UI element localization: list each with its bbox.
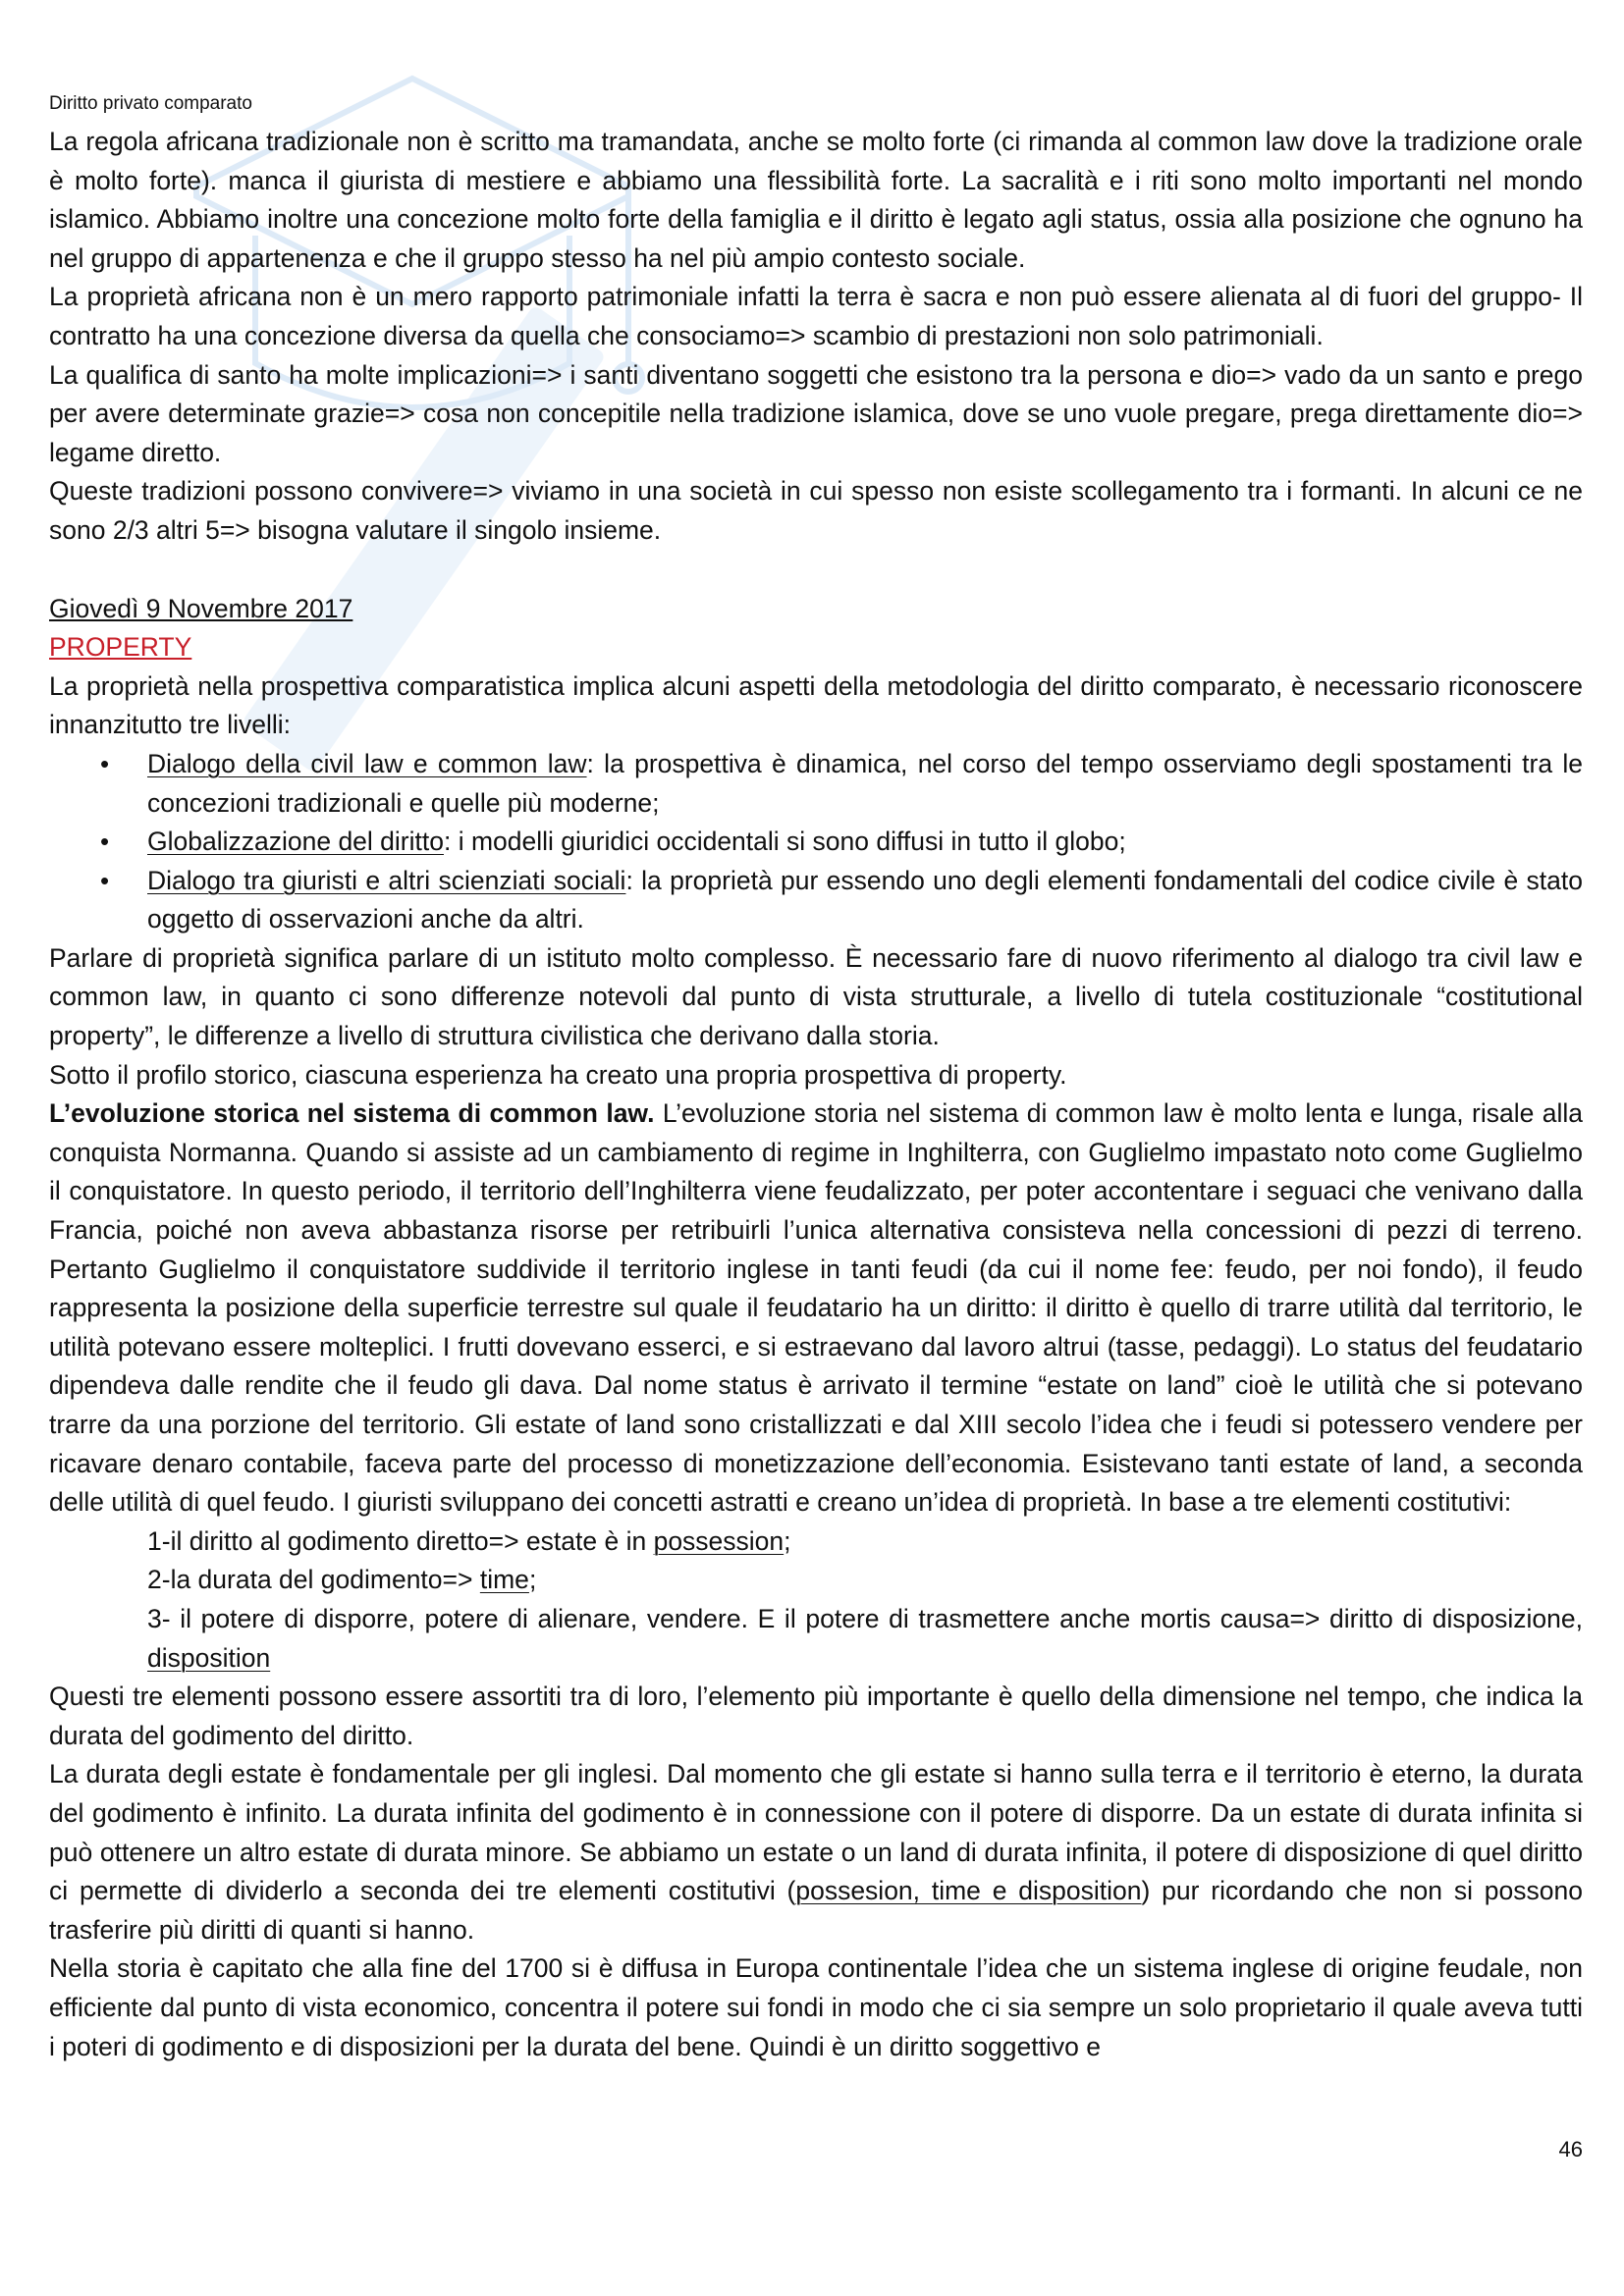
bullet-term: Dialogo tra giuristi e altri scienziati sociali (147, 865, 626, 895)
bullet-text: : i modelli giuridici occidentali si sono diffusi in tutto il globo; (443, 827, 1126, 857)
element-text: 2-la durata del godimento=> (147, 1565, 480, 1595)
list-item (147, 1600, 1583, 1678)
paragraph-text: ) pur ricordando che non si possono trasferire più diritti di quanti si hanno. (49, 1876, 1583, 1945)
element-text: 3- il potere di disporre, potere di alienare, vendere. E il potere di trasmettere anche mortis causa=> diritto di disposizione, (147, 1603, 1583, 1633)
list-item (147, 745, 1583, 823)
document-header: Diritto privato comparato (49, 93, 252, 114)
paragraph-text: La durata degli estate è fondamentale per gli inglesi. Dal momento che gli estate si hanno sulla terra e il territorio è eterno, la durata del godimento è infinito. La durata infinita del godimento è in connessione con il potere di disporre. Da un estate di durata infinita si può ottenere un altro estate di durata minore. Se abbiamo un estate o un land di durata infinita, il potere di disposizione di quel diritto ci permette di dividerlo a seconda dei tre elementi costitutivi ( (49, 1759, 1583, 1906)
element-end: ; (784, 1525, 791, 1556)
elements-list (49, 1522, 1583, 1678)
paragraph: La proprietà africana non è un mero rapporto patrimoniale infatti la terra è sacra e non può essere alienata al di fuori del gruppo- Il contratto ha una concezione diversa da quella che consociamo=> scambio di prestazioni non solo patrimoniali. (49, 282, 1583, 350)
list-item (147, 862, 1583, 939)
paragraph: La regola africana tradizionale non è scritto ma tramandata, anche se molto forte (ci rimanda al common law dove la tradizione orale è molto forte). manca il giurista di mestiere e abbiamo una flessibilità forte. La sacralità e i riti sono molto importanti nel mondo islamico. Abbiamo inoltre una concezione molto forte della famiglia e il diritto è legato agli status, ossia alla posizione che ognuno ha nel gruppo di appartenenza e che il gruppo stesso ha nel più ampio contesto sociale. (49, 127, 1583, 273)
document-page (49, 93, 1583, 2066)
list-item (147, 1522, 1583, 1562)
evolution-heading: L’evoluzione storica nel sistema di common law. (49, 1098, 655, 1129)
evolution-text: L’evoluzione storia nel sistema di common law è molto lenta e lunga, risale alla conquista Normanna. Quando si assiste ad un cambiamento di regime in Inghilterra, con Guglielmo impastato noto come Guglielmo il conquistatore. In questo periodo, il territorio dell’Inghilterra viene feudalizzato, per poter accontentare i seguaci che venivano dalla Francia, poiché non aveva abbastanza risorse per retribuirli l’unica alternativa consisteva nella concessioni di pezzi di terreno. Pertanto Guglielmo il conquistatore suddivide il territorio inglese in tanti feudi (da cui il nome fee: feudo, per noi fondo), il feudo rappresenta la posizione della superficie terrestre sul quale il feudatario ha un diritto: il diritto è quello di trarre utilità dal territorio, le utilità potevano essere molteplici. I frutti dovevano esserci, e si estraevano dal lavoro altrui (tasse, pedaggi). Lo status del feudatario dipendeva dalle rendite che il feudo gli dava. Dal nome status è arrivato il termine “estate on land” cioè le utilità che si potevano trarre da una porzione del territorio. Gli estate of land sono cristallizzati e dal XIII secolo l’idea che i feudi si potessero vendere per ricavare denaro contabile, faceva parte del processo di monetizzazione dell’economia. Esistevano tanti estate of land, a seconda delle utilità di quel feudo. I giuristi sviluppano dei concetti astratti e creano un’idea di proprietà. In base a tre elementi costitutivi: (49, 1098, 1583, 1518)
list-item (147, 1561, 1583, 1600)
page-number: 46 (1558, 2137, 1583, 2162)
bullet-term: Dialogo della civil law e common law (147, 748, 587, 778)
list-item (147, 823, 1583, 862)
paragraph: Questi tre elementi possono essere assortiti tra di loro, l’elemento più importante è quello della dimensione nel tempo, che indica la durata del godimento del diritto. (49, 1682, 1583, 1750)
section-title: PROPERTY (49, 632, 192, 663)
element-term: disposition (147, 1642, 271, 1673)
element-end: ; (528, 1565, 537, 1595)
element-text: 1-il diritto al godimento diretto=> estate è in (147, 1525, 654, 1556)
paragraph: Queste tradizioni possono convivere=> viviamo in una società in cui spesso non esiste scollegamento tra i formanti. In alcuni ce ne sono 2/3 altri 5=> bisogna valutare il singolo insieme. (49, 476, 1583, 545)
element-term: time (479, 1565, 529, 1595)
paragraph: Sotto il profilo storico, ciascuna esperienza ha creato una propria prospettiva di property. (49, 1059, 1067, 1090)
paragraph: La proprietà nella prospettiva comparatistica implica alcuni aspetti della metodologia del diritto comparato, è necessario riconoscere innanzitutto tre livelli: (49, 670, 1583, 740)
paragraph: Nella storia è capitato che alla fine del 1700 si è diffusa in Europa continentale l’idea che un sistema inglese di origine feudale, non efficiente dal punto di vista economico, concentra il potere sui fondi in modo che ci sia sempre un solo proprietario il quale aveva tutti i poteri di godimento e di disposizioni per la durata del bene. Quindi è un diritto soggettivo e (49, 1953, 1583, 2061)
element-term: possession (653, 1525, 785, 1556)
paragraph (49, 1095, 1583, 1522)
lecture-date: Giovedì 9 Novembre 2017 (49, 593, 353, 623)
bullet-term: Globalizzazione del diritto (147, 827, 444, 857)
paragraph: Parlare di proprietà significa parlare di un istituto molto complesso. È necessario fare di nuovo riferimento al dialogo tra civil law e common law, in quanto ci sono differenze notevoli dal punto di vista strutturale, a livello di tutela costituzionale “costitutional property”, le differenze a livello di struttura civilistica che derivano dalla storia. (49, 942, 1583, 1051)
bullet-list (49, 745, 1583, 939)
bullet-text: : la prospettiva è dinamica, nel corso del tempo osserviamo degli spostamenti tra le concezioni tradizionali e quelle più moderne; (147, 748, 1583, 818)
bullet-text: : la proprietà pur essendo uno degli elementi fondamentali del codice civile è stato oggetto di osservazioni anche da altri. (147, 865, 1583, 934)
underlined-terms: possesion, time e disposition (795, 1876, 1142, 1906)
paragraph (49, 1755, 1583, 1949)
paragraph: La qualifica di santo ha molte implicazioni=> i santi diventano soggetti che esistono tra la persona e dio=> vado da un santo e prego per avere determinate grazie=> cosa non concepitile nella tradizione islamica, dove se uno vuole pregare, prega direttamente dio=> legame diretto. (49, 359, 1583, 467)
